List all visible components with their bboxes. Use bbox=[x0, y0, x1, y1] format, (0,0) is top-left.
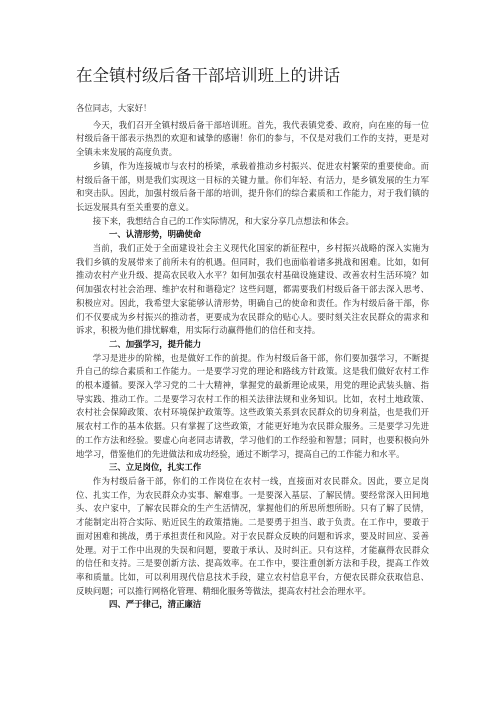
greeting-line: 各位同志，大家好！ bbox=[76, 103, 152, 113]
speech-document bbox=[76, 66, 429, 612]
section-heading-3: 三、立足岗位，扎实工作 bbox=[109, 462, 202, 473]
section-heading-4: 四、严于律己，清正廉洁 bbox=[109, 599, 202, 610]
intro-paragraph-3: 接下来，我想结合自己的工作实际情况，和大家分享几点想法和体会。 bbox=[92, 215, 354, 226]
intro-paragraph-1: 今天，我们召开全镇村级后备干部培训班。首先，我代表镇党委、政府，向在座的每一位村级后备干部表示热烈的欢迎和诚挚的感谢！你们的参与，不仅是对我们工作的支持，更是对全镇未来发展的高度负责。 bbox=[76, 119, 429, 158]
section-heading-1: 一、认清形势，明确使命 bbox=[109, 229, 202, 240]
document-title: 在全镇村级后备干部培训班上的讲话 bbox=[76, 66, 340, 85]
section-3-paragraph: 作为村级后备干部，你们的工作岗位在农村一线，直接面对农民群众。因此，要立足岗位、扎实工作，为农民群众办实事、解难事。一是要深入基层、了解民情。要经常深入田间地头、农户家中，了解农民群众的生产生活情况，掌握他们的所思所想所盼。只有了解了民情，才能制定出符合实际、贴近民生的政策措施。二是要勇于担当、敢于负责。在工作中，要敢于面对困难和挑战，勇于承担责任和风险。对于农民群众反映的问题和诉求，要及时回应、妥善处理。对于工作中出现的失误和问题，要敢于承认、及时纠正。只有这样，才能赢得农民群众的信任和支持。三是要创新方法、提高效率。在工作中，要注重创新方法和手段，提高工作效率和质量。比如，可以利用现代信息技术手段，建立农村信息平台，方便农民群众获取信息、反映问题；可以推行网格化管理、精细化服务等做法，提高农村社会治理水平。 bbox=[76, 475, 429, 596]
section-heading-2: 二、加强学习，提升能力 bbox=[109, 338, 202, 349]
section-1-paragraph: 当前，我们正处于全面建设社会主义现代化国家的新征程中，乡村振兴战略的深入实施为我们乡镇的发展带来了前所未有的机遇。但同时，我们也面临着诸多挑战和困难。比如，如何推动农村产业升级、提高农民收入水平？如何加强农村基础设施建设、改善农村生活环境？如何加强农村社会治理、维护农村和谐稳定？这些问题，都需要我们村级后备干部去深入思考、积极应对。因此，我希望大家能够认清形势，明确自己的使命和责任。作为村级后备干部，你们不仅要成为乡村振兴的推动者，更要成为农民群众的贴心人。要时刻关注农民群众的需求和诉求，积极为他们排忧解难，用实际行动赢得他们的信任和支持。 bbox=[76, 243, 429, 336]
intro-paragraph-2: 乡镇，作为连接城市与农村的桥梁，承载着推动乡村振兴、促进农村繁荣的重要使命。而村级后备干部，则是我们实现这一目标的关键力量。你们年轻、有活力，是乡镇发展的生力军和突击队。因此，加强村级后备干部的培训，提升你们的综合素质和工作能力，对于我们镇的长远发展具有至关重要的意义。 bbox=[76, 160, 429, 212]
section-2-paragraph: 学习是进步的阶梯，也是做好工作的前提。作为村级后备干部，你们要加强学习，不断提升自己的综合素质和工作能力。一是要学习党的理论和路线方针政策。这是我们做好农村工作的根本遵循。要深入学习党的二十大精神，掌握党的最新理论成果，用党的理论武装头脑、指导实践、推动工作。二是要学习农村工作的相关法律法规和业务知识。比如，农村土地政策、农村社会保障政策、农村环境保护政策等。这些政策关系到农民群众的切身利益，也是我们开展农村工作的基本依据。只有掌握了这些政策，才能更好地为农民群众服务。三是要学习先进的工作方法和经验。要虚心向老同志请教，学习他们的工作经验和智慧；同时，也要积极向外地学习，借鉴他们的先进做法和成功经验，通过不断学习，提高自己的工作能力和水平。 bbox=[76, 352, 429, 459]
